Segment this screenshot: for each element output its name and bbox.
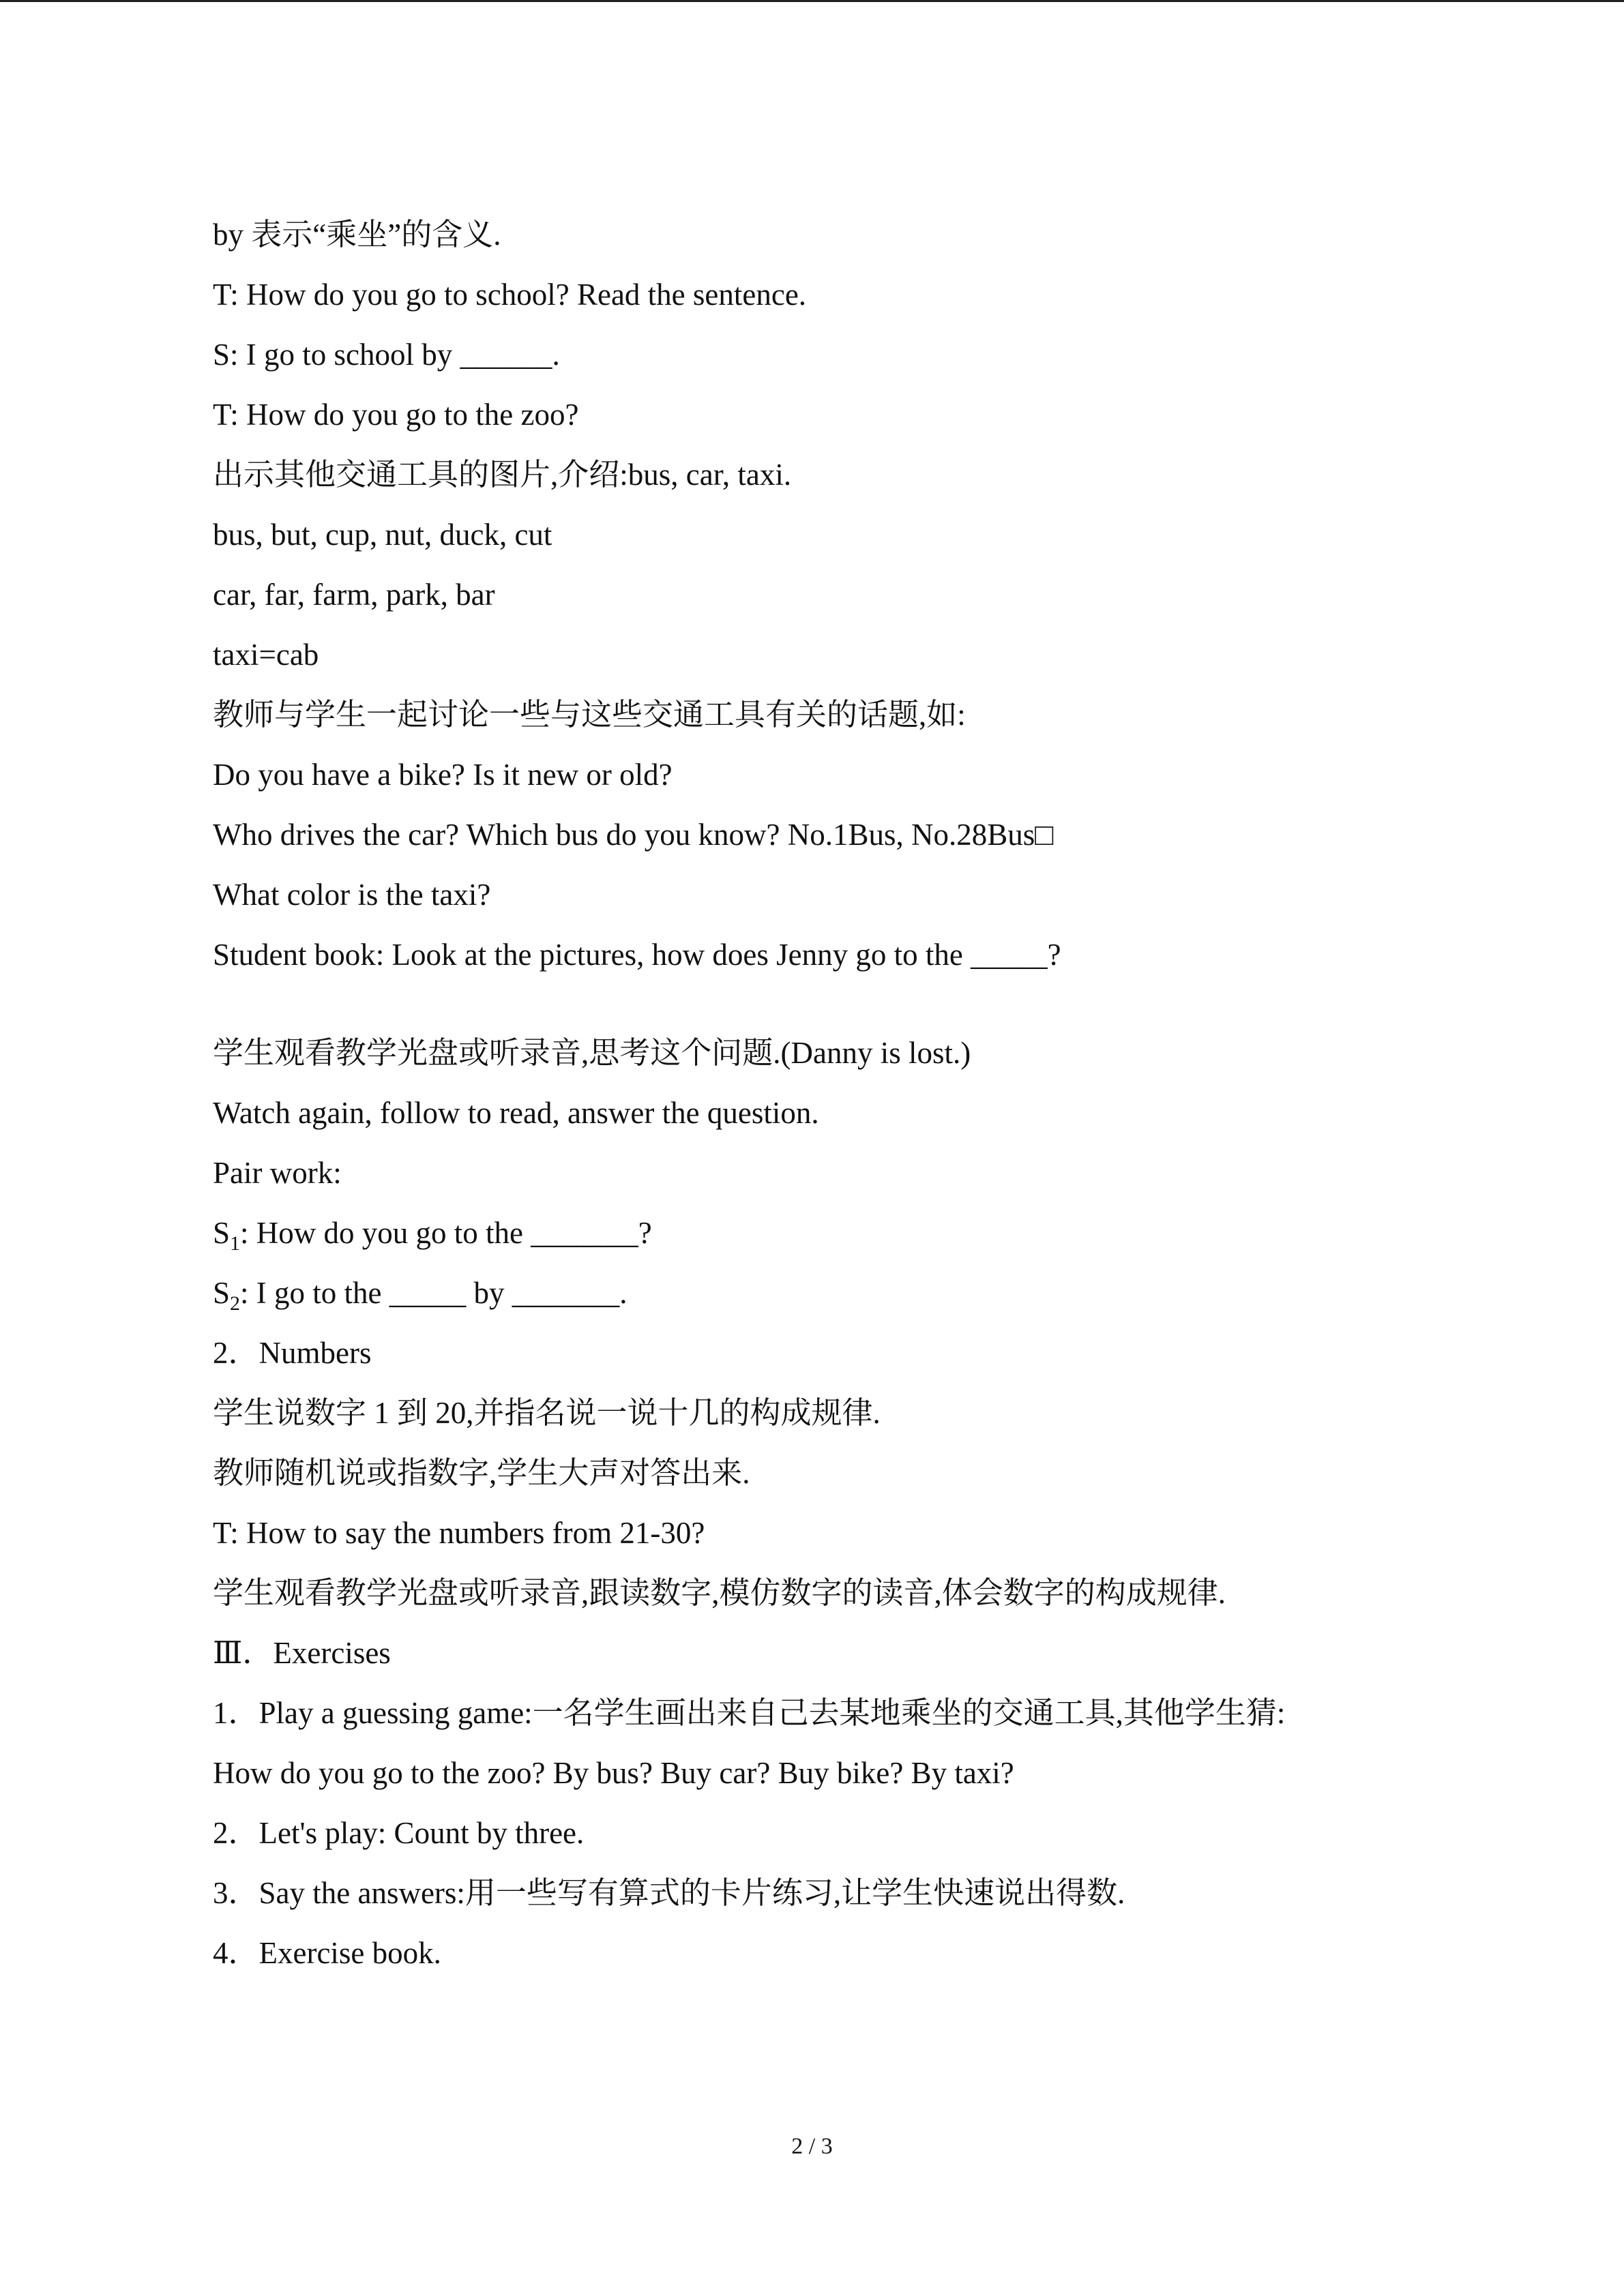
section-heading: Ⅲ．Exercises — [213, 1636, 391, 1670]
text-line: S: I go to school by ______. — [213, 338, 560, 372]
text-line: 2．Numbers — [213, 1336, 372, 1370]
speaker-label: S — [213, 1276, 231, 1310]
text-line: Do you have a bike? Is it new or old? — [213, 758, 673, 792]
text-line: taxi=cab — [213, 638, 319, 672]
dialogue-text: : I go to the _____ by _______. — [240, 1276, 628, 1310]
paragraph-gap — [213, 985, 1509, 1023]
text-line: Student book: Look at the pictures, how does Jenny go to the _____? — [213, 938, 1061, 972]
dialogue-line-s1 — [213, 1203, 1509, 1263]
speaker-subscript: 2 — [230, 1292, 241, 1315]
text-line: T: How to say the numbers from 21-30? — [213, 1516, 705, 1550]
document-body — [213, 205, 1509, 1983]
text-line: 3．Say the answers:用一些写有算式的卡片练习,让学生快速说出得数. — [213, 1876, 1125, 1910]
speaker-label: S — [213, 1216, 231, 1250]
text-line: Who drives the car? Which bus do you know? No.1Bus, No.28Bus□ — [213, 818, 1054, 852]
text-line: 教师随机说或指数字,学生大声对答出来. — [213, 1456, 750, 1490]
text-line: Watch again, follow to read, answer the question. — [213, 1096, 819, 1130]
text-line: 学生说数字 1 到 20,并指名说一说十几的构成规律. — [213, 1396, 881, 1430]
text-line: car, far, farm, park, bar — [213, 578, 495, 612]
page-number: 2 / 3 — [791, 2134, 833, 2159]
text-line: 4．Exercise book. — [213, 1936, 441, 1970]
top-border-line — [0, 0, 1624, 2]
text-line: by 表示“乘坐”的含义. — [213, 218, 501, 252]
dialogue-text: : How do you go to the _______? — [240, 1216, 652, 1250]
text-line: What color is the taxi? — [213, 878, 491, 912]
text-line: Pair work: — [213, 1156, 342, 1190]
dialogue-line-s2 — [213, 1263, 1509, 1323]
text-line: 1．Play a guessing game:一名学生画出来自己去某地乘坐的交通工具,其他学生猜: — [213, 1696, 1286, 1730]
text-line: 教师与学生一起讨论一些与这些交通工具有关的话题,如: — [213, 698, 966, 732]
text-line: T: How do you go to school? Read the sentence. — [213, 278, 807, 312]
text-line: 学生观看教学光盘或听录音,思考这个问题.(Danny is lost.) — [213, 1036, 971, 1070]
text-line: 学生观看教学光盘或听录音,跟读数字,模仿数字的读音,体会数字的构成规律. — [213, 1576, 1226, 1610]
speaker-subscript: 1 — [230, 1232, 241, 1255]
text-line: 2．Let's play: Count by three. — [213, 1816, 585, 1850]
text-line: bus, but, cup, nut, duck, cut — [213, 518, 552, 552]
text-line: 出示其他交通工具的图片,介绍:bus, car, taxi. — [213, 458, 792, 492]
text-line: T: How do you go to the zoo? — [213, 398, 579, 432]
text-line: How do you go to the zoo? By bus? Buy car? Buy bike? By taxi? — [213, 1756, 1014, 1790]
